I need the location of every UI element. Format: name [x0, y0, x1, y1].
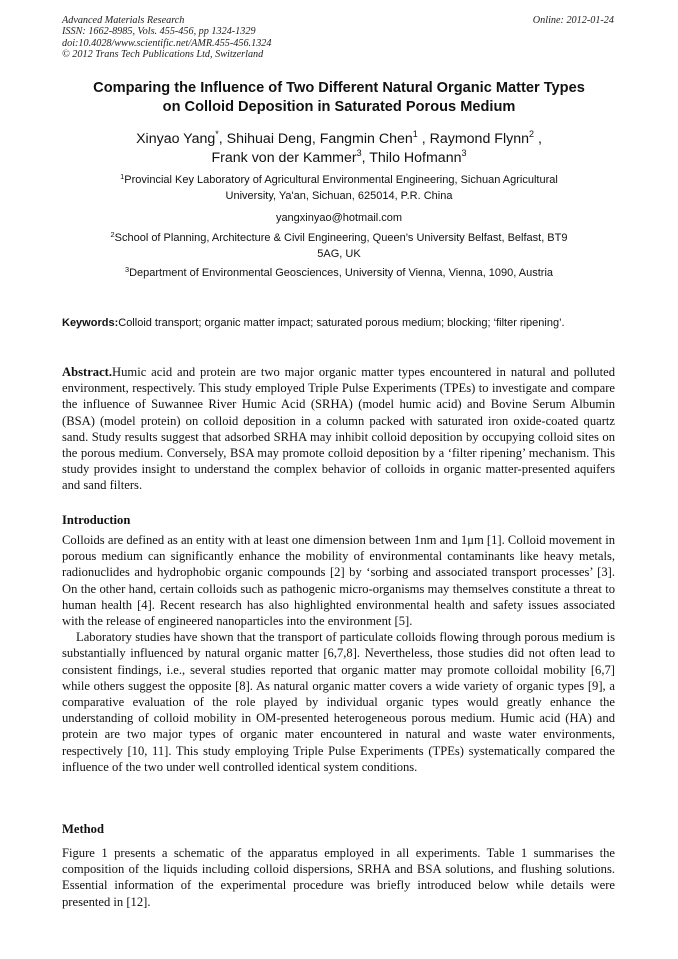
author-3: , Raymond Flynn [417, 131, 529, 147]
method-body [62, 845, 615, 910]
author-5: , Thilo Hofmann [361, 150, 462, 166]
online-date: Online: 2012-01-24 [532, 15, 614, 26]
journal-issn: ISSN: 1662-8985, Vols. 455-456, pp 1324-1329 [62, 26, 256, 38]
journal-doi: doi:10.4028/www.scientific.net/AMR.455-456.1324 [62, 37, 272, 49]
method-heading: Method [62, 822, 104, 836]
journal-header [62, 15, 271, 61]
abstract [62, 364, 615, 494]
introduction-paragraph-2: Laboratory studies have shown that the transport of particulate colloids flowing through porous medium is substantially influenced by natural organic matter [6,7,8]. Nevertheless, those studies did not often lead to consistent findings, i.e., several studies reported that organic matter may promote colloidal mobility [6,7] while others suggest the opposite [8]. As natural organic matter covers a wide variety of organic types [9], a comparative evaluation of the role played by individual organic types would greatly enhance the understanding of colloid mobility in OM-presented heterogeneous porous medium. Humic acid (HA) and protein are two major types of organic mater encountered in natural and waste water environments, respectively [10, 11]. This study employing Triple Pulse Experiments (TPEs) systematically compared the influence of the two under well controlled identical system conditions. [62, 630, 615, 774]
introduction-paragraph-1: Colloids are defined as an entity with at least one dimension between 1nm and 1μm [1]. Colloid movement in porous medium can significantly enhance the mobility of environmental contaminants like heavy metals, radionuclides and hydrophobic organic compounds [2] by ‘sorbing and associated transport processes’ [3]. On the other hand, certain colloids such as pathogenic micro-organisms may themselves constitute a threat to human health [4]. Recent research has also highlighted environmental health and safety issues associated with the release of engineered nanoparticles into the environment [5]. [62, 533, 615, 629]
author-4-mark: 3 [356, 148, 362, 158]
journal-name: Advanced Materials Research [62, 15, 185, 26]
affiliation-1 [62, 173, 616, 204]
affiliation-2-mark: 2 [110, 230, 115, 239]
affiliation-3-mark: 3 [124, 265, 130, 274]
abstract-text: Humic acid and protein are two major organic matter types encountered in natural and polluted environment, respectively. This study employed Triple Pulse Experiments (TPEs) to investigate and compare the influence of Suwannee River Humic Acid (SRHA) (model humic acid) and Bovine Serum Albumin (BSA) (model protein) on colloid deposition in a column packed with saturated iron oxide-coated quartz sand. Study results suggest that adsorbed SRHA may inhibit colloid deposition by occupying colloid sites on the porous medium. Conversely, BSA may promote colloid deposition by a ‘filter ripening’ mechanism. This study provides insight to understand the complex behavior of colloids in organic matter-presented aquifers and sand filters. [62, 365, 615, 493]
abstract-label: Abstract. [62, 365, 113, 379]
author-4: Frank von der Kammer [211, 150, 357, 166]
title-line-2: on Colloid Deposition in Saturated Porous Medium [162, 99, 516, 115]
affiliation-1-line-2: University, Ya'an, Sichuan, 625014, P.R. China [225, 189, 453, 202]
affiliation-3-line-1: Department of Environmental Geosciences, University of Vienna, Vienna, 1090, Austria [129, 267, 554, 279]
author-1: Xinyao Yang [136, 131, 216, 147]
keywords-label: Keywords: [62, 317, 119, 329]
author-email: yangxinyao@hotmail.com [275, 212, 403, 224]
keywords [62, 316, 615, 332]
keywords-text: Colloid transport; organic matter impact; saturated porous medium; blocking; ‘filter ripening’. [118, 317, 565, 329]
author-list [52, 130, 626, 168]
author-2-mark: 1 [412, 129, 418, 139]
affiliation-2-line-1: School of Planning, Architecture & Civil Engineering, Queen’s University Belfast, Belfast, BT9 [114, 232, 568, 244]
paper-title [52, 79, 626, 117]
affiliation-1-line-1: Provincial Key Laboratory of Agricultural Environmental Engineering, Sichuan Agricultural [124, 174, 558, 186]
affiliation-2 [62, 231, 616, 262]
author-5-mark: 3 [461, 148, 467, 158]
introduction-heading: Introduction [62, 513, 131, 527]
author-2: , Shihuai Deng, Fangmin Chen [218, 131, 413, 147]
affiliation-2-line-2: 5AG, UK [317, 247, 361, 260]
author-1-mark: * [215, 129, 219, 139]
journal-copyright: © 2012 Trans Tech Publications Ltd, Switzerland [62, 49, 264, 61]
method-paragraph-1: Figure 1 presents a schematic of the apparatus employed in all experiments. Table 1 summarises the composition of the liquids including colloid dispersions, SRHA and BSA solutions, and flushing solutions. Essential information of the experimental procedure was briefly introduced below while details were presented in [12]. [62, 846, 615, 909]
author-3-tail: , [534, 131, 542, 147]
affiliation-1-mark: 1 [120, 172, 125, 181]
title-line-1: Comparing the Influence of Two Different Natural Organic Matter Types [93, 80, 585, 96]
affiliation-3 [62, 266, 616, 282]
author-3-mark: 2 [528, 129, 534, 139]
introduction-body [62, 532, 615, 775]
